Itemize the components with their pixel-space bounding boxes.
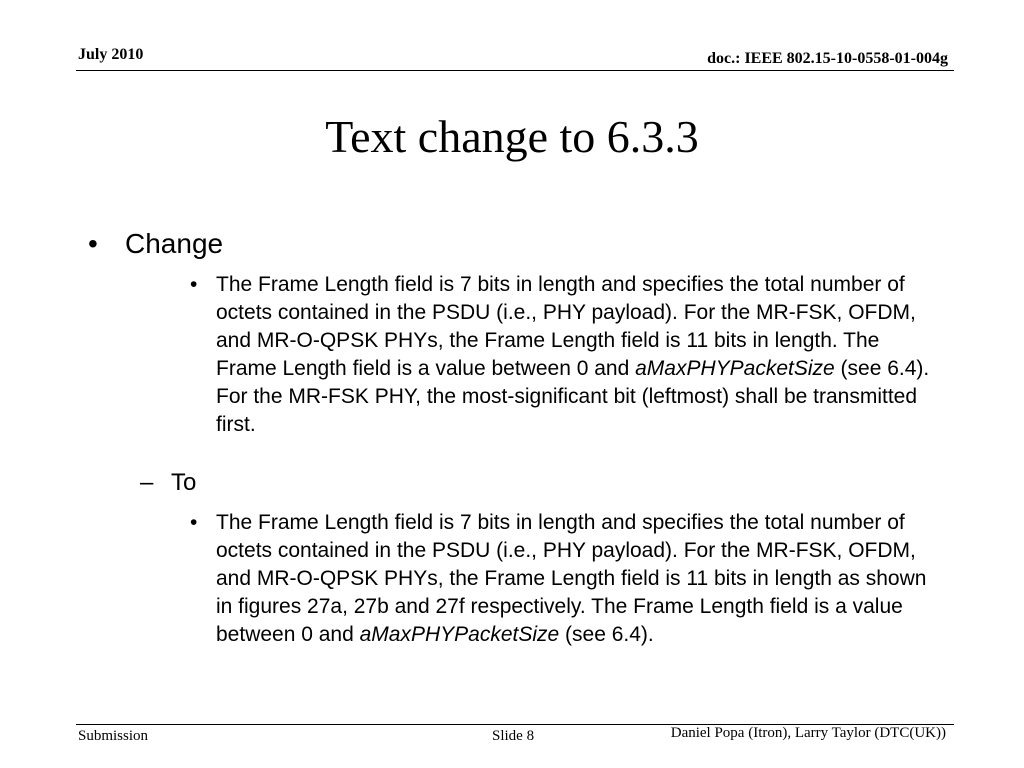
paragraph-original-text: The Frame Length field is 7 bits in length and specifies the total number of octets contained in the PSDU (i.e., PHY payload). For the MR-FSK, OFDM, and MR-O-QPSK PHYs, the Frame Length field is 11 bits in length. The Frame Length field is a value between 0 and aMaxPHYPacketSize (see 6.4). For the MR-FSK PHY, the most-significant bit (leftmost) shall be transmitted first.	[216, 273, 930, 436]
bullet-dot-icon: •	[190, 273, 198, 296]
italic-term: aMaxPHYPacketSize	[359, 623, 560, 646]
footer-authors: Daniel Popa (Itron), Larry Taylor (DTC(UK))	[670, 725, 946, 741]
footer-submission: Submission	[78, 728, 149, 744]
header-divider	[76, 70, 954, 71]
header-date: July 2010	[78, 46, 144, 63]
bullet-dot-icon: •	[190, 511, 198, 534]
footer-slide-number: Slide 8	[492, 728, 535, 744]
italic-term: aMaxPHYPacketSize	[635, 357, 835, 380]
slide-title: Text change to 6.3.3	[325, 111, 699, 162]
bullet-change-label: Change	[125, 228, 224, 259]
bullet-to-label: To	[171, 469, 197, 496]
dash-bullet-icon: –	[140, 469, 154, 496]
paragraph-revised-text: The Frame Length field is 7 bits in length and specifies the total number of octets contained in the PSDU (i.e., PHY payload). For the MR-FSK, OFDM, and MR-O-QPSK PHYs, the Frame Length field is 11 bits in length as shown in figures 27a, 27b and 27f respectively. The Frame Length field is a value between 0 and aMaxPHYPacketSize (see 6.4).	[216, 511, 927, 646]
bullet-dot-icon: •	[88, 228, 98, 259]
header-doc-id: doc.: IEEE 802.15-10-0558-01-004g	[707, 50, 948, 67]
